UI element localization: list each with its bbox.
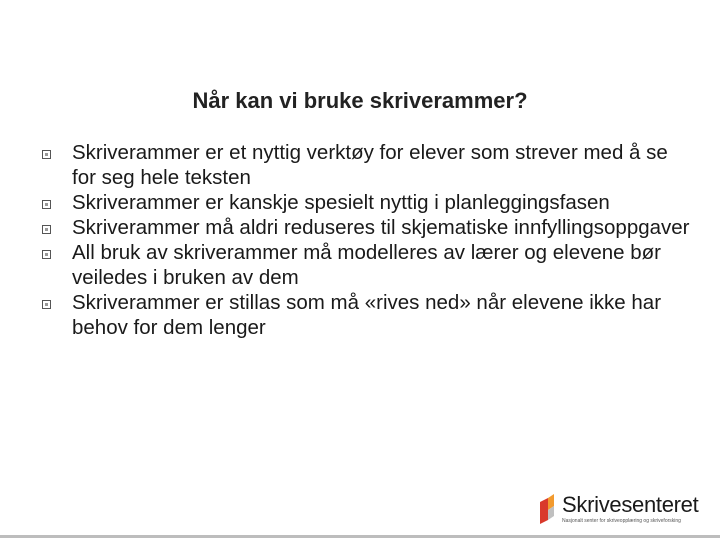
logo-name: Skrivesenteret xyxy=(562,492,699,517)
list-item xyxy=(40,290,690,340)
square-bullet-icon xyxy=(42,250,51,259)
list-item xyxy=(40,190,690,215)
square-bullet-icon xyxy=(42,225,51,234)
logo-tagline: Nasjonalt senter for skriveopplæring og skriveforsking xyxy=(562,518,681,524)
bullet-text: Skriverammer må aldri reduseres til skjematiske innfyllingsoppgaver xyxy=(72,216,690,239)
logo-mark-icon xyxy=(536,494,558,524)
list-item xyxy=(40,215,690,240)
square-bullet-icon xyxy=(42,200,51,209)
footer-divider xyxy=(0,535,720,538)
square-bullet-icon xyxy=(42,150,51,159)
list-item xyxy=(40,140,690,190)
bullet-list xyxy=(40,140,690,340)
bullet-text: Skriverammer er kanskje spesielt nyttig i planleggingsfasen xyxy=(72,191,610,214)
bullet-text: Skriverammer er stillas som må «rives ned» når elevene ikke har behov for dem lenger xyxy=(72,291,662,339)
bullet-text: All bruk av skriverammer må modelleres av lærer og elevene bør veiledes i bruken av dem xyxy=(72,241,662,289)
skrivesenteret-logo xyxy=(536,492,716,532)
square-bullet-icon xyxy=(42,300,51,309)
list-item xyxy=(40,240,690,290)
slide-title: Når kan vi bruke skriverammer? xyxy=(192,88,528,113)
bullet-text: Skriverammer er et nyttig verktøy for elever som strever med å se for seg hele teksten xyxy=(72,141,668,189)
